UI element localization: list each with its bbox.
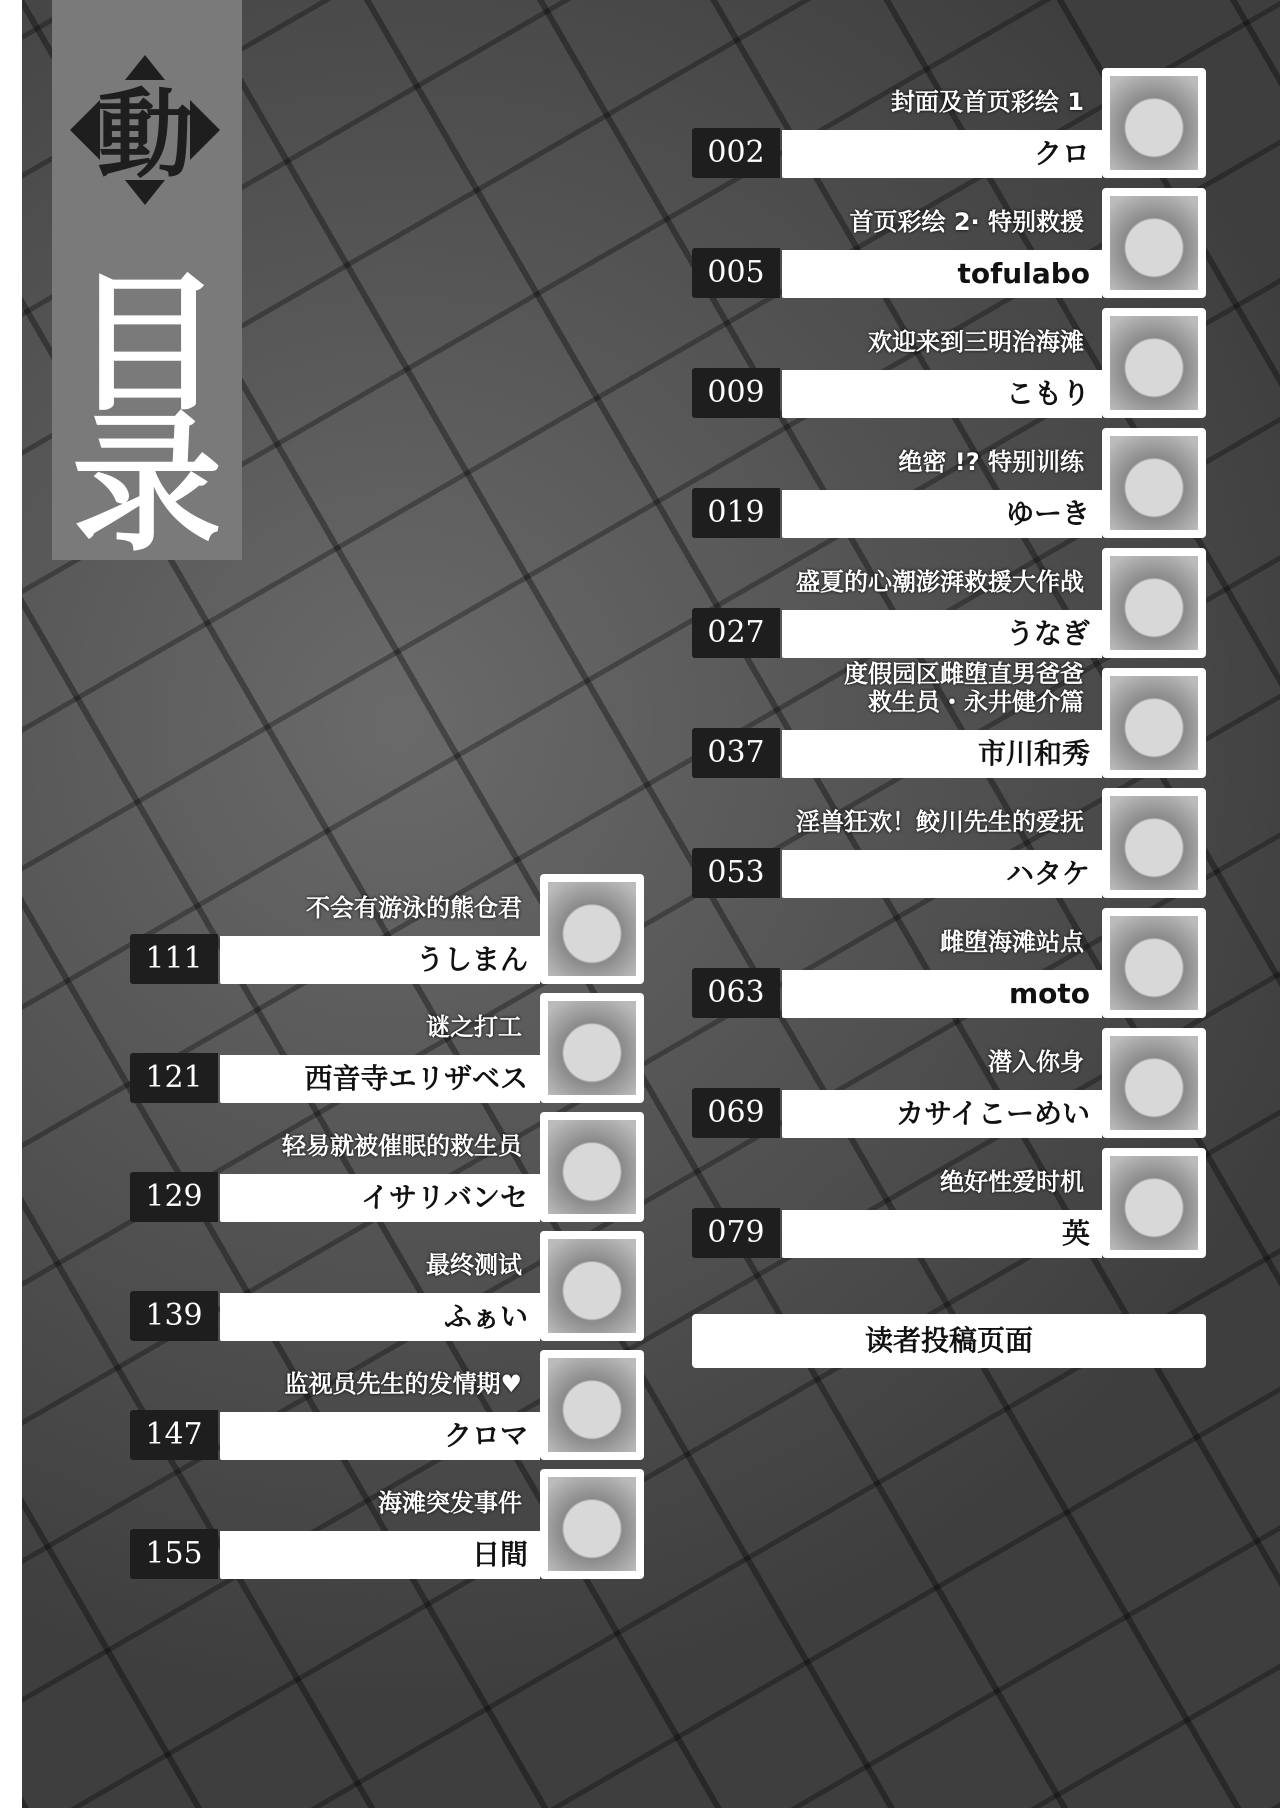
- entry-title: 谜之打工: [426, 1013, 522, 1041]
- toc-entry[interactable]: [130, 993, 644, 1103]
- entry-title: 绝好性爱时机: [940, 1168, 1084, 1196]
- author-portrait-thumbnail: [1102, 308, 1206, 418]
- author-portrait-thumbnail: [540, 993, 644, 1103]
- author-name: カサイこーめい: [895, 1097, 1090, 1130]
- author-name: ゆーき: [1005, 497, 1090, 530]
- author-portrait-thumbnail: [1102, 788, 1206, 898]
- toc-entry[interactable]: [130, 1231, 644, 1341]
- portrait-image: [548, 1477, 636, 1571]
- toc-entry[interactable]: [692, 308, 1206, 418]
- author-name: ふぁい: [443, 1300, 528, 1333]
- entry-title: 不会有游泳的熊仓君: [306, 894, 522, 922]
- author-bar: [782, 370, 1102, 418]
- author-portrait-thumbnail: [1102, 68, 1206, 178]
- portrait-image: [1110, 316, 1198, 410]
- author-name: 日間: [471, 1538, 528, 1571]
- toc-entry[interactable]: [692, 660, 1206, 778]
- author-portrait-thumbnail: [1102, 1028, 1206, 1138]
- author-bar: [220, 1055, 540, 1103]
- entry-title: 海滩突发事件: [378, 1489, 522, 1517]
- toc-entry[interactable]: [692, 188, 1206, 298]
- portrait-image: [1110, 76, 1198, 170]
- author-name: うしまん: [415, 943, 528, 976]
- entry-title: 绝密 !? 特别训练: [898, 448, 1084, 476]
- author-bar: [782, 130, 1102, 178]
- portrait-image: [1110, 436, 1198, 530]
- page-number: 069: [692, 1088, 780, 1138]
- page-number: 139: [130, 1291, 218, 1341]
- toc-entry[interactable]: [130, 1350, 644, 1460]
- page-number: 121: [130, 1053, 218, 1103]
- page-number: 111: [130, 934, 218, 984]
- entry-title: 最终测试: [426, 1251, 522, 1279]
- page-number: 147: [130, 1410, 218, 1460]
- author-name: こもり: [1005, 377, 1090, 410]
- page-title-char-1: 目: [71, 258, 222, 432]
- author-bar: [220, 1174, 540, 1222]
- page-number: 129: [130, 1172, 218, 1222]
- entry-title: 欢迎来到三明治海滩: [868, 328, 1084, 356]
- author-bar: [220, 1412, 540, 1460]
- author-bar: [782, 1090, 1102, 1138]
- author-name: クロマ: [443, 1419, 528, 1452]
- portrait-image: [1110, 1036, 1198, 1130]
- entry-title: 封面及首页彩绘 1: [890, 88, 1084, 116]
- author-bar: [782, 610, 1102, 658]
- author-bar: [782, 970, 1102, 1018]
- toc-entry[interactable]: [692, 548, 1206, 658]
- reader-submissions-entry[interactable]: 读者投稿页面: [692, 1314, 1206, 1368]
- author-name: 英: [1061, 1217, 1090, 1250]
- author-bar: [220, 1293, 540, 1341]
- author-name: ハタケ: [1005, 857, 1090, 890]
- author-portrait-thumbnail: [1102, 548, 1206, 658]
- author-name: moto: [1008, 977, 1090, 1010]
- entry-title: 淫兽狂欢！鲛川先生的爱抚: [796, 808, 1084, 836]
- page-number: 063: [692, 968, 780, 1018]
- svg-text:動: 動: [97, 79, 193, 191]
- author-bar: [782, 1210, 1102, 1258]
- author-name: クロ: [1033, 137, 1090, 170]
- portrait-image: [548, 1120, 636, 1214]
- portrait-image: [1110, 796, 1198, 890]
- portrait-image: [548, 882, 636, 976]
- author-name: うなぎ: [1005, 617, 1090, 650]
- author-portrait-thumbnail: [540, 1112, 644, 1222]
- portrait-image: [1110, 196, 1198, 290]
- entry-title: 首页彩绘 2· 特别救援: [849, 208, 1084, 236]
- author-name: 西音寺エリザベス: [304, 1062, 528, 1095]
- portrait-image: [548, 1358, 636, 1452]
- author-bar: [782, 490, 1102, 538]
- portrait-image: [548, 1239, 636, 1333]
- page-number: 155: [130, 1529, 218, 1579]
- entry-title: 监视员先生的发情期♥: [284, 1370, 522, 1398]
- toc-entry[interactable]: [130, 874, 644, 984]
- toc-entry[interactable]: [130, 1469, 644, 1579]
- toc-entry[interactable]: [130, 1112, 644, 1222]
- portrait-image: [1110, 1156, 1198, 1250]
- magazine-logo: [60, 50, 230, 210]
- author-portrait-thumbnail: [1102, 908, 1206, 1018]
- author-bar: [782, 730, 1102, 778]
- author-name: 市川和秀: [977, 737, 1090, 770]
- page-number: 037: [692, 728, 780, 778]
- author-portrait-thumbnail: [540, 1350, 644, 1460]
- page-number: 027: [692, 608, 780, 658]
- page-number: 053: [692, 848, 780, 898]
- toc-entry[interactable]: [692, 788, 1206, 898]
- page-title-char-2: 录: [71, 398, 222, 572]
- toc-entry[interactable]: [692, 908, 1206, 1018]
- portrait-image: [1110, 676, 1198, 770]
- page-number: 009: [692, 368, 780, 418]
- author-name: tofulabo: [957, 257, 1090, 290]
- page-number: 002: [692, 128, 780, 178]
- author-portrait-thumbnail: [1102, 1148, 1206, 1258]
- author-portrait-thumbnail: [540, 874, 644, 984]
- page-number: 019: [692, 488, 780, 538]
- author-portrait-thumbnail: [540, 1231, 644, 1341]
- toc-entry[interactable]: [692, 1148, 1206, 1258]
- author-portrait-thumbnail: [1102, 188, 1206, 298]
- author-bar: [782, 250, 1102, 298]
- entry-title: 救生员・永井健介篇: [868, 688, 1084, 716]
- entry-title: 轻易就被催眠的救生员: [282, 1132, 522, 1160]
- entry-title: 雌堕海滩站点: [940, 928, 1084, 956]
- portrait-image: [548, 1001, 636, 1095]
- portrait-image: [1110, 916, 1198, 1010]
- author-bar: [220, 936, 540, 984]
- toc-entry[interactable]: [692, 68, 1206, 178]
- entry-title: 盛夏的心潮澎湃救援大作战: [796, 568, 1084, 596]
- author-name: イサリバンセ: [360, 1181, 528, 1214]
- entry-title: 潜入你身: [988, 1048, 1084, 1076]
- entry-title: 度假园区雌堕直男爸爸: [844, 660, 1084, 688]
- author-bar: [782, 850, 1102, 898]
- page-number: 079: [692, 1208, 780, 1258]
- author-portrait-thumbnail: [1102, 668, 1206, 778]
- toc-entry[interactable]: [692, 1028, 1206, 1138]
- author-portrait-thumbnail: [540, 1469, 644, 1579]
- author-portrait-thumbnail: [1102, 428, 1206, 538]
- toc-entry[interactable]: [692, 428, 1206, 538]
- portrait-image: [1110, 556, 1198, 650]
- author-bar: [220, 1531, 540, 1579]
- page-number: 005: [692, 248, 780, 298]
